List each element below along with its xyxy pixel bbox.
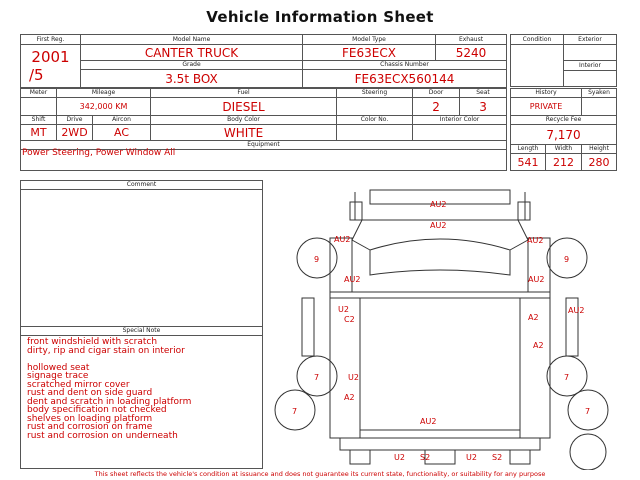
footer-disclaimer: This sheet reflects the vehicle's condition at issuance and does not guarantee its current state, functionality, or suitability for any purpose	[94, 470, 546, 478]
seat-value: 3	[460, 98, 507, 116]
mark-u2-left: U2	[338, 305, 349, 314]
rear-bumper-shape	[340, 438, 540, 450]
syaken-value	[582, 98, 617, 116]
mark-a2-right: A2	[533, 341, 544, 350]
height-value: 280	[582, 154, 617, 171]
width-value: 212	[546, 154, 582, 171]
special-note-item: signage trace	[27, 371, 89, 381]
mileage-label: Mileage	[57, 89, 151, 98]
seat-label: Seat	[460, 89, 507, 98]
comment-box	[20, 180, 263, 327]
first-reg-month: /5	[29, 66, 44, 84]
model-name-value: CANTER TRUCK	[81, 45, 303, 61]
mark-door-right: AU2	[527, 236, 544, 245]
mark-a2-right-top: A2	[528, 313, 539, 322]
color-no-value	[337, 125, 413, 141]
interior-color-value	[413, 125, 507, 141]
mark-front-panel: AU2	[430, 221, 447, 230]
aircon-value: AC	[93, 125, 151, 141]
model-name-label: Model Name	[81, 35, 303, 45]
special-note-item: body specification not checked	[27, 405, 167, 415]
windshield-shape	[370, 239, 510, 275]
pillar-right	[510, 240, 528, 250]
truck-damage-diagram	[270, 180, 620, 470]
rear-light-right	[510, 450, 530, 464]
mirror-left-shape	[350, 202, 362, 220]
tire-front-right-label: 9	[564, 255, 570, 264]
condition-table	[510, 34, 617, 87]
interior-label: Interior	[564, 61, 617, 71]
syaken-label: Syaken	[582, 89, 617, 98]
mark-u2-rear-a: U2	[394, 453, 405, 462]
cab-shape	[352, 220, 528, 292]
fuel-value: DIESEL	[151, 98, 337, 116]
special-note-box	[20, 326, 263, 469]
exhaust-value: 5240	[436, 45, 507, 61]
grade-value: 3.5t BOX	[81, 70, 303, 88]
spec-table	[20, 88, 507, 150]
mark-c2-left: C2	[344, 315, 355, 324]
mark-s2-rear-a: S2	[420, 453, 431, 462]
special-note-item: rust and dent on side guard	[27, 388, 153, 398]
chassis-number-label: Chassis Number	[303, 61, 507, 70]
special-note-item: dent and scratch in loading platform	[27, 396, 192, 407]
door-label: Door	[413, 89, 460, 98]
tire-rear-right-label: 7	[564, 373, 570, 382]
exterior-label: Exterior	[564, 35, 617, 45]
mark-a2-rear-left: A2	[344, 393, 355, 402]
fuel-label: Fuel	[151, 89, 337, 98]
mark-cab-right: AU2	[528, 275, 545, 284]
special-note-item: scratched mirror cover	[27, 379, 130, 390]
body-color-label: Body Color	[151, 116, 337, 125]
drive-value: 2WD	[57, 125, 93, 141]
spare-tire	[570, 434, 606, 470]
door-value: 2	[413, 98, 460, 116]
mark-s2-rear-b: S2	[492, 453, 503, 462]
special-note-item: dirty, rip and cigar stain on interior	[27, 345, 185, 356]
recycle-fee-label: Recycle Fee	[511, 116, 617, 125]
grade-label: Grade	[81, 61, 303, 70]
special-note-item: rust and corrosion on frame	[27, 422, 153, 432]
special-note-item: rust and corrosion on underneath	[27, 430, 178, 441]
interior-value	[564, 71, 617, 87]
meter-value	[21, 98, 57, 116]
exterior-value	[564, 45, 617, 61]
height-label: Height	[582, 145, 617, 154]
shift-label: Shift	[21, 116, 57, 125]
first-reg-value	[21, 45, 81, 88]
model-type-label: Model Type	[303, 35, 436, 45]
rear-light-left	[350, 450, 370, 464]
mileage-value: 342,000 KM	[57, 98, 151, 116]
frame-joint-shape	[330, 292, 550, 298]
vehicle-info-table	[20, 34, 507, 88]
tire-rear-left-outer-label: 7	[292, 407, 298, 416]
equipment-value: Power Steering, Power Window All	[22, 148, 176, 158]
special-note-item: shelves on loading platform	[27, 413, 153, 424]
equipment-box	[20, 146, 507, 171]
length-value: 541	[511, 154, 546, 171]
chassis-number-value: FE63ECX560144	[303, 70, 507, 88]
pillar-left	[352, 240, 370, 250]
mark-cab-left: AU2	[344, 275, 361, 284]
recycle-fee-value: 7,170	[511, 125, 617, 145]
comment-label: Comment	[21, 181, 262, 190]
tire-rear-right-outer-label: 7	[585, 407, 591, 416]
comment-value	[21, 190, 262, 196]
condition-label: Condition	[511, 35, 564, 45]
page-title: Vehicle Information Sheet	[206, 8, 434, 26]
mark-front-bumper: AU2	[430, 200, 447, 209]
body-color-value: WHITE	[151, 125, 337, 141]
equipment-label: Equipment	[21, 141, 507, 150]
mirror-right-shape	[518, 202, 530, 220]
length-label: Length	[511, 145, 546, 154]
mark-guard-right: AU2	[568, 306, 585, 315]
mark-u2-rear-left: U2	[348, 373, 359, 382]
first-reg-year: 2001	[31, 48, 70, 66]
tire-front-left-label: 9	[314, 255, 320, 264]
aircon-label: Aircon	[93, 116, 151, 125]
color-no-label: Color No.	[337, 116, 413, 125]
drive-label: Drive	[57, 116, 93, 125]
first-reg-label: First Reg.	[21, 35, 81, 45]
mark-door-left: AU2	[334, 235, 351, 244]
meter-label: Meter	[21, 89, 57, 98]
steering-label: Steering	[337, 89, 413, 98]
side-guard-left	[302, 298, 314, 356]
special-note-item: front windshield with scratch	[27, 337, 158, 347]
history-value: PRIVATE	[511, 98, 582, 116]
special-note-item: hollowed seat	[27, 362, 90, 373]
interior-color-label: Interior Color	[413, 116, 507, 125]
mark-rear-panel: AU2	[420, 417, 437, 426]
width-label: Width	[546, 145, 582, 154]
model-type-value: FE63ECX	[303, 45, 436, 61]
mark-u2-rear-b: U2	[466, 453, 477, 462]
shift-value: MT	[21, 125, 57, 141]
cargo-box-shape	[360, 298, 520, 430]
history-table	[510, 88, 617, 171]
history-label: History	[511, 89, 582, 98]
special-note-label: Special Note	[21, 327, 262, 336]
steering-value	[337, 98, 413, 116]
tire-rear-left-label: 7	[314, 373, 320, 382]
exhaust-label: Exhaust	[436, 35, 507, 45]
condition-value	[511, 45, 564, 87]
special-note-list	[21, 336, 262, 440]
